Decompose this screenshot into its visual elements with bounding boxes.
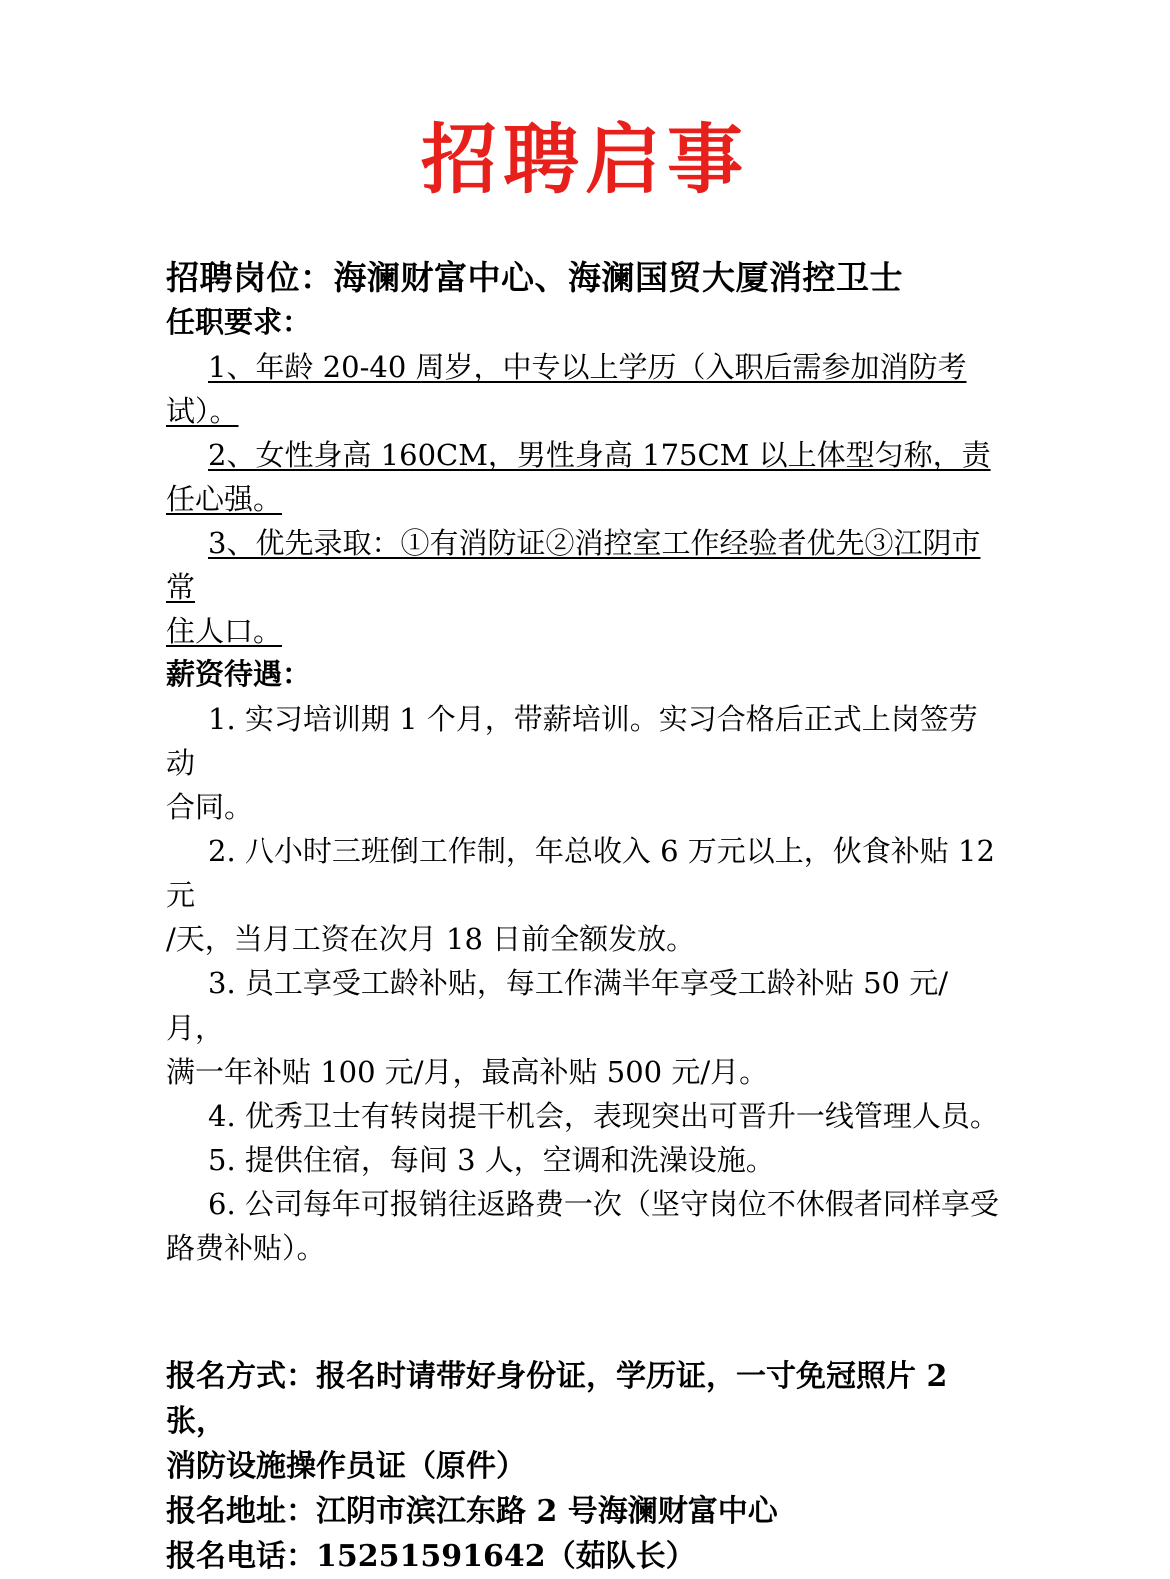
requirement-item: 3、优先录取：①有消防证②消控室工作经验者优先③江阴市常 [166,526,981,605]
salary-item: 1. 实习培训期 1 个月，带薪培训。实习合格后正式上岗签劳动 [166,701,978,781]
poster-body [166,202,1004,1579]
requirement-item: 2、女性身高 160CM，男性身高 175CM 以上体型匀称，责任心强。 [166,438,991,517]
apply-method: 报名方式：报名时请带好身份证，学历证，一寸免冠照片 2 张， [166,1359,948,1439]
salary-item-continued: /天，当月工资在次月 18 日前全额发放。 [166,922,696,957]
requirement-item: 1、年龄 20-40 周岁，中专以上学历（入职后需参加消防考试）。 [166,349,967,429]
salary-item-continued: 路费补贴）。 [166,1230,326,1265]
requirement-item-continued: 住人口。 [166,614,283,649]
requirements-heading: 任职要求： [166,305,312,340]
salary-item-continued: 满一年补贴 100 元/月，最高补贴 500 元/月。 [166,1054,769,1089]
salary-item: 3. 员工享受工龄补贴，每工作满半年享受工龄补贴 50 元/月， [166,966,948,1045]
apply-phone: 报名电话：15251591642（茹队长） [166,1539,696,1574]
salary-heading: 薪资待遇： [166,657,312,692]
salary-item: 6. 公司每年可报销往返路费一次（坚守岗位不休假者同样享受 [208,1186,999,1221]
page-title: 招聘启事 [421,115,749,204]
section-spacer [166,1270,1004,1354]
position-heading: 招聘岗位：海澜财富中心、海澜国贸大厦消控卫士 [166,257,903,297]
salary-item-continued: 合同。 [166,790,254,825]
apply-method-continued: 消防设施操作员证（原件） [166,1449,526,1484]
apply-address: 报名地址：江阴市滨江东路 2 号海澜财富中心 [166,1494,778,1529]
salary-item: 4. 优秀卫士有转岗提干机会，表现突出可晋升一线管理人员。 [208,1098,999,1133]
salary-item: 5. 提供住宿，每间 3 人，空调和洗澡设施。 [208,1142,775,1177]
salary-item: 2. 八小时三班倒工作制，年总收入 6 万元以上，伙食补贴 12 元 [166,834,995,913]
